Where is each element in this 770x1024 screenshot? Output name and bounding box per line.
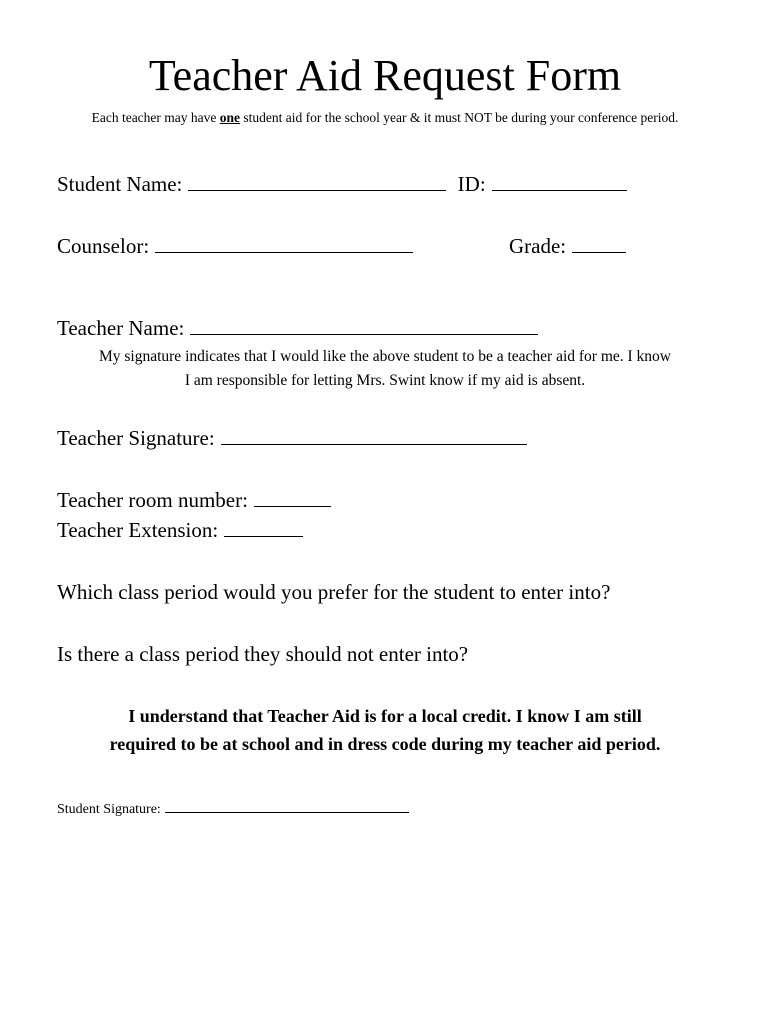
- teacher-extension-label: Teacher Extension:: [57, 518, 219, 542]
- student-name-label: Student Name:: [57, 172, 183, 196]
- acknowledgement-line-2: required to be at school and in dress code during my teacher aid period.: [109, 734, 661, 754]
- acknowledgement-line-1: I understand that Teacher Aid is for a local credit. I know I am still: [128, 706, 642, 726]
- excluded-period-question: Is there a class period they should not enter into?: [57, 642, 469, 666]
- preferred-period-question: Which class period would you prefer for the student to enter into?: [57, 580, 611, 604]
- intro-after: student aid for the school year & it must NOT be during your conference period.: [240, 110, 679, 125]
- student-signature-row: [57, 800, 409, 819]
- student-signature-blank[interactable]: [165, 800, 409, 813]
- intro-before: Each teacher may have: [91, 110, 220, 125]
- signature-note-line-1: My signature indicates that I would like the above student to be a teacher aid for me. I know: [98, 348, 672, 365]
- teacher-room-label: Teacher room number:: [57, 488, 248, 512]
- form-title: Teacher Aid Request Form: [148, 51, 622, 100]
- counselor-row: [57, 234, 413, 258]
- grade-blank[interactable]: [572, 234, 626, 253]
- teacher-name-blank[interactable]: [190, 316, 538, 335]
- id-label: ID:: [457, 172, 486, 196]
- student-signature-label: Student Signature:: [57, 802, 161, 817]
- teacher-signature-row: [57, 426, 527, 450]
- student-name-blank[interactable]: [188, 172, 446, 191]
- teacher-signature-label: Teacher Signature:: [57, 426, 215, 450]
- counselor-blank[interactable]: [155, 234, 413, 253]
- intro-text: [0, 110, 770, 126]
- teacher-name-label: Teacher Name:: [57, 316, 185, 340]
- counselor-label: Counselor:: [57, 234, 150, 258]
- teacher-signature-blank[interactable]: [221, 426, 527, 445]
- teacher-extension-blank[interactable]: [224, 518, 303, 537]
- teacher-name-row: [57, 316, 538, 340]
- teacher-room-row: [57, 488, 331, 512]
- intro-emphasis: one: [219, 110, 241, 125]
- signature-note-line-2: I am responsible for letting Mrs. Swint know if my aid is absent.: [184, 372, 586, 389]
- id-blank[interactable]: [492, 172, 627, 191]
- teacher-extension-row: [57, 518, 303, 542]
- grade-label: Grade:: [509, 234, 567, 258]
- grade-row: [509, 234, 626, 258]
- teacher-room-blank[interactable]: [254, 488, 331, 507]
- student-name-row: [57, 172, 627, 196]
